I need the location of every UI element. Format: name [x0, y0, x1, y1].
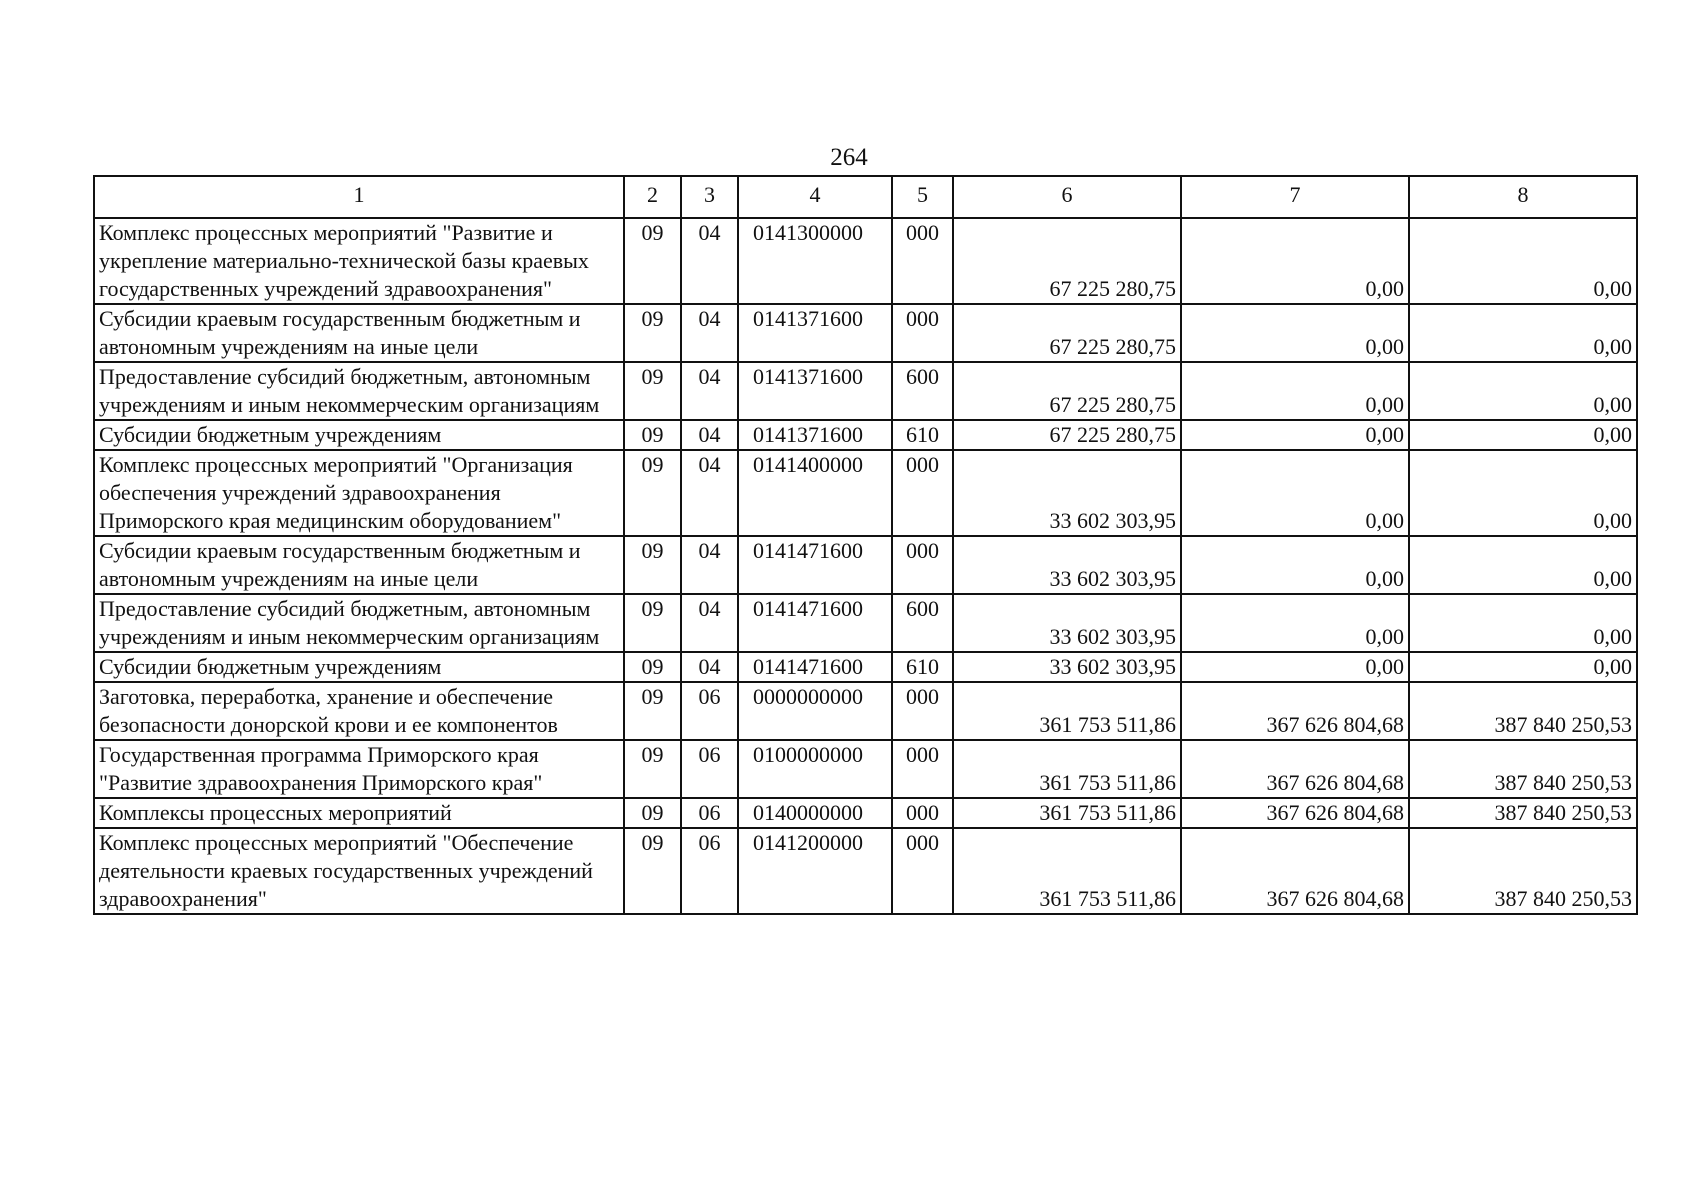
- subsection-code: 04: [681, 450, 738, 536]
- section-code: 09: [624, 828, 681, 914]
- row-name: Комплекс процессных мероприятий "Развитие и укрепление материально-технической базы краевых государственных учреждений здравоохранения": [94, 218, 624, 304]
- expense-type-code: 610: [892, 652, 953, 682]
- section-code: 09: [624, 218, 681, 304]
- row-name: Заготовка, переработка, хранение и обеспечение безопасности донорской крови и ее компонентов: [94, 682, 624, 740]
- section-code: 09: [624, 362, 681, 420]
- subsection-code: 06: [681, 828, 738, 914]
- amount-col-6: 67 225 280,75: [953, 420, 1181, 450]
- target-article-code: 0141471600: [738, 652, 892, 682]
- target-article-code: 0141200000: [738, 828, 892, 914]
- amount-col-7: 0,00: [1181, 450, 1409, 536]
- target-article-code: 0141371600: [738, 304, 892, 362]
- column-header: 8: [1409, 176, 1637, 218]
- expense-type-code: 000: [892, 536, 953, 594]
- budget-table: [93, 175, 1638, 915]
- amount-col-8: 387 840 250,53: [1409, 798, 1637, 828]
- amount-col-8: 387 840 250,53: [1409, 828, 1637, 914]
- subsection-code: 04: [681, 420, 738, 450]
- subsection-code: 06: [681, 682, 738, 740]
- expense-type-code: 000: [892, 828, 953, 914]
- amount-col-6: 33 602 303,95: [953, 450, 1181, 536]
- column-header: 7: [1181, 176, 1409, 218]
- target-article-code: 0140000000: [738, 798, 892, 828]
- row-name: Субсидии бюджетным учреждениям: [94, 420, 624, 450]
- amount-col-8: 0,00: [1409, 450, 1637, 536]
- column-header: 6: [953, 176, 1181, 218]
- table-row: [94, 594, 1637, 652]
- section-code: 09: [624, 594, 681, 652]
- section-code: 09: [624, 682, 681, 740]
- expense-type-code: 000: [892, 450, 953, 536]
- amount-col-8: 0,00: [1409, 652, 1637, 682]
- expense-type-code: 000: [892, 218, 953, 304]
- amount-col-6: 361 753 511,86: [953, 682, 1181, 740]
- expense-type-code: 000: [892, 682, 953, 740]
- subsection-code: 04: [681, 362, 738, 420]
- amount-col-7: 0,00: [1181, 362, 1409, 420]
- expense-type-code: 000: [892, 798, 953, 828]
- table-body: [94, 176, 1637, 914]
- subsection-code: 06: [681, 798, 738, 828]
- amount-col-8: 387 840 250,53: [1409, 682, 1637, 740]
- amount-col-6: 33 602 303,95: [953, 652, 1181, 682]
- subsection-code: 04: [681, 536, 738, 594]
- expense-type-code: 000: [892, 304, 953, 362]
- amount-col-7: 367 626 804,68: [1181, 740, 1409, 798]
- amount-col-6: 361 753 511,86: [953, 798, 1181, 828]
- amount-col-7: 367 626 804,68: [1181, 682, 1409, 740]
- amount-col-8: 0,00: [1409, 420, 1637, 450]
- section-code: 09: [624, 304, 681, 362]
- subsection-code: 04: [681, 304, 738, 362]
- amount-col-7: 0,00: [1181, 594, 1409, 652]
- amount-col-8: 387 840 250,53: [1409, 740, 1637, 798]
- amount-col-8: 0,00: [1409, 362, 1637, 420]
- table-row: [94, 450, 1637, 536]
- table-row: [94, 828, 1637, 914]
- table-row: [94, 362, 1637, 420]
- amount-col-6: 67 225 280,75: [953, 304, 1181, 362]
- row-name: Субсидии бюджетным учреждениям: [94, 652, 624, 682]
- target-article-code: 0141371600: [738, 362, 892, 420]
- row-name: Предоставление субсидий бюджетным, автономным учреждениям и иным некоммерческим организациям: [94, 594, 624, 652]
- amount-col-6: 361 753 511,86: [953, 740, 1181, 798]
- amount-col-7: 367 626 804,68: [1181, 828, 1409, 914]
- amount-col-8: 0,00: [1409, 218, 1637, 304]
- expense-type-code: 000: [892, 740, 953, 798]
- amount-col-7: 0,00: [1181, 304, 1409, 362]
- amount-col-7: 0,00: [1181, 218, 1409, 304]
- amount-col-6: 33 602 303,95: [953, 536, 1181, 594]
- target-article-code: 0100000000: [738, 740, 892, 798]
- table-row: [94, 304, 1637, 362]
- subsection-code: 04: [681, 594, 738, 652]
- target-article-code: 0000000000: [738, 682, 892, 740]
- amount-col-7: 0,00: [1181, 420, 1409, 450]
- amount-col-7: 367 626 804,68: [1181, 798, 1409, 828]
- subsection-code: 06: [681, 740, 738, 798]
- row-name: Комплексы процессных мероприятий: [94, 798, 624, 828]
- expense-type-code: 600: [892, 594, 953, 652]
- amount-col-6: 361 753 511,86: [953, 828, 1181, 914]
- target-article-code: 0141371600: [738, 420, 892, 450]
- row-name: Государственная программа Приморского края "Развитие здравоохранения Приморского края": [94, 740, 624, 798]
- table-row: [94, 740, 1637, 798]
- amount-col-6: 33 602 303,95: [953, 594, 1181, 652]
- table-row: [94, 652, 1637, 682]
- row-name: Предоставление субсидий бюджетным, автономным учреждениям и иным некоммерческим организациям: [94, 362, 624, 420]
- target-article-code: 0141400000: [738, 450, 892, 536]
- row-name: Комплекс процессных мероприятий "Организация обеспечения учреждений здравоохранения Приморского края медицинским оборудованием": [94, 450, 624, 536]
- column-header: 1: [94, 176, 624, 218]
- table-row: [94, 218, 1637, 304]
- row-name: Субсидии краевым государственным бюджетным и автономным учреждениям на иные цели: [94, 304, 624, 362]
- section-code: 09: [624, 652, 681, 682]
- subsection-code: 04: [681, 218, 738, 304]
- row-name: Комплекс процессных мероприятий "Обеспечение деятельности краевых государственных учреждений здравоохранения": [94, 828, 624, 914]
- amount-col-8: 0,00: [1409, 594, 1637, 652]
- target-article-code: 0141300000: [738, 218, 892, 304]
- amount-col-8: 0,00: [1409, 304, 1637, 362]
- table-row: [94, 682, 1637, 740]
- section-code: 09: [624, 798, 681, 828]
- section-code: 09: [624, 740, 681, 798]
- table-row: [94, 798, 1637, 828]
- table-row: [94, 536, 1637, 594]
- section-code: 09: [624, 536, 681, 594]
- amount-col-7: 0,00: [1181, 536, 1409, 594]
- column-header: 3: [681, 176, 738, 218]
- table-row: [94, 420, 1637, 450]
- page-number: 264: [830, 144, 868, 171]
- column-header: 2: [624, 176, 681, 218]
- column-header: 4: [738, 176, 892, 218]
- amount-col-8: 0,00: [1409, 536, 1637, 594]
- section-code: 09: [624, 450, 681, 536]
- target-article-code: 0141471600: [738, 536, 892, 594]
- column-number-header-row: [94, 176, 1637, 218]
- amount-col-6: 67 225 280,75: [953, 218, 1181, 304]
- subsection-code: 04: [681, 652, 738, 682]
- section-code: 09: [624, 420, 681, 450]
- expense-type-code: 610: [892, 420, 953, 450]
- target-article-code: 0141471600: [738, 594, 892, 652]
- column-header: 5: [892, 176, 953, 218]
- row-name: Субсидии краевым государственным бюджетным и автономным учреждениям на иные цели: [94, 536, 624, 594]
- amount-col-7: 0,00: [1181, 652, 1409, 682]
- expense-type-code: 600: [892, 362, 953, 420]
- amount-col-6: 67 225 280,75: [953, 362, 1181, 420]
